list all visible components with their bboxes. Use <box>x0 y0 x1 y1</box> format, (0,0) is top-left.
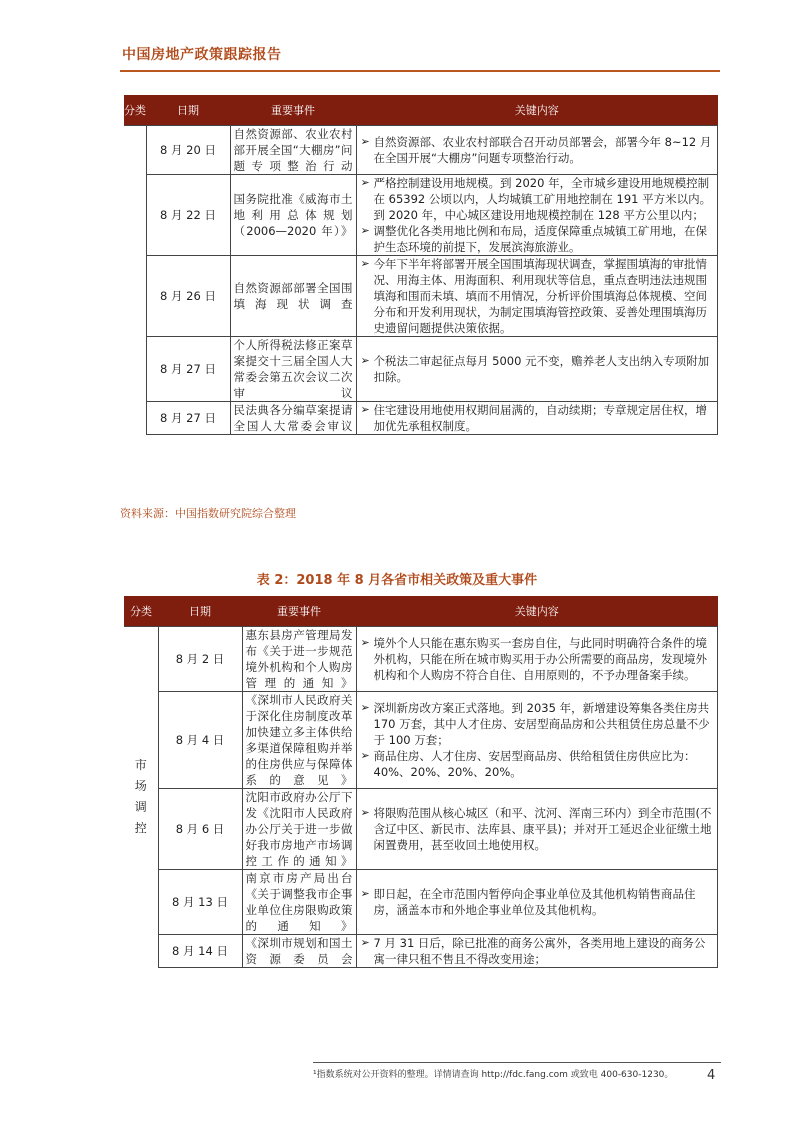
event-cell: 《深圳市规划和国土资源委员会 <box>242 935 356 968</box>
table-row <box>124 692 718 789</box>
bullet-text: 严格控制建设用地规模。到 2020 年，全市城乡建设用地规模控制在 65392 公顷以内，人均城镇工矿用地控制在 191 平方米以内。到 2020 年，中心城区建设用地规模控制在 128 平方公里以内； <box>373 176 712 222</box>
event-cell: 沈阳市政府办公厅下发《沈阳市人民政府办公厅关于进一步做好我市房地产市场调控工作的通知》 <box>242 789 356 870</box>
column-header-event: 重要事件 <box>242 596 356 627</box>
bullet-text: 住宅建设用地使用权期间届满的，自动续期；专章规定居住权，增加优先承租权制度。 <box>373 403 707 433</box>
column-header-category: 分类 <box>124 596 158 627</box>
arrow-bullet-icon: ➢ <box>360 701 370 714</box>
date-cell: 8 月 27 日 <box>146 402 230 435</box>
content-bullet <box>361 700 714 748</box>
table-row <box>124 337 718 402</box>
page-number: 4 <box>707 1068 716 1083</box>
header-divider <box>120 70 720 72</box>
bullet-text: 调整优化各类用地比例和布局，适度保障重点城镇工矿用地，在保护生态环境的前提下，发展滨海旅游业。 <box>373 224 707 254</box>
table-row <box>124 935 718 968</box>
date-cell: 8 月 22 日 <box>146 175 230 256</box>
policy-table-1 <box>124 95 718 435</box>
date-cell: 8 月 2 日 <box>158 627 242 692</box>
content-cell <box>356 627 718 692</box>
content-cell <box>356 402 718 435</box>
arrow-bullet-icon: ➢ <box>360 636 370 649</box>
bullet-text: 境外个人只能在惠东购买一套房自住，与此同时明确符合条件的境外机构，只能在所在城市购买用于办公所需要的商品房，发现境外机构和个人购房不符合自住、自用原则的，不予办理备案手续。 <box>373 636 707 682</box>
content-bullet <box>361 635 714 683</box>
event-cell: 南京市房产局出台《关于调整我市企事业单位住房限购政策的通知》 <box>242 870 356 935</box>
arrow-bullet-icon: ➢ <box>360 749 370 762</box>
table-header-row <box>124 95 718 126</box>
content-cell <box>356 692 718 789</box>
event-cell: 个人所得税法修正案草案提交十三届全国人大常委会第五次会议二次审议 <box>230 337 356 402</box>
content-bullet <box>361 748 714 780</box>
bullet-text: 自然资源部、农业农村部联合召开动员部署会，部署今年 8~12 月在全国开展“大棚房”问题专项整治行动。 <box>373 135 712 165</box>
footnote: ¹指数系统对公开资料的整理。详情请查询 http://fdc.fang.com 或致电 400-630-1230。 <box>313 1070 674 1080</box>
event-cell: 国务院批准《威海市土地利用总体规划（2006—2020 年）》 <box>230 175 356 256</box>
bullet-text: 个税法二审起征点每月 5000 元不变，赡养老人支出纳入专项附加扣除。 <box>373 354 710 384</box>
arrow-bullet-icon: ➢ <box>360 135 370 148</box>
arrow-bullet-icon: ➢ <box>360 887 370 900</box>
content-bullet <box>361 353 714 385</box>
table-2-caption: 表 2：2018 年 8 月各省市相关政策及重大事件 <box>256 573 538 588</box>
arrow-bullet-icon: ➢ <box>360 403 370 416</box>
bullet-text: 将限购范围从核心城区（和平、沈河、浑南三环内）到全市范围(不含辽中区、新民市、法库县、康平县)；并对开工延迟企业征缴土地闲置费用，甚至收回土地使用权。 <box>373 806 712 852</box>
date-cell: 8 月 20 日 <box>146 126 230 175</box>
date-cell: 8 月 6 日 <box>158 789 242 870</box>
category-cell <box>124 126 146 435</box>
column-header-date: 日期 <box>158 596 242 627</box>
table-header-row <box>124 596 718 627</box>
content-cell <box>356 126 718 175</box>
arrow-bullet-icon: ➢ <box>360 806 370 819</box>
content-bullet <box>361 886 714 918</box>
bullet-text: 深圳新房改方案正式落地。到 2035 年，新增建设筹集各类住房共 170 万套，其中人才住房、安居型商品房和公共租赁住房总量不少于 100 万套； <box>373 701 710 747</box>
content-cell <box>356 337 718 402</box>
column-header-category: 分类 <box>124 95 146 126</box>
event-cell: 自然资源部部署全国围填海现状调查 <box>230 256 356 337</box>
content-bullet <box>361 935 714 967</box>
table-row <box>124 175 718 256</box>
content-cell <box>356 870 718 935</box>
source-note: 资料来源：中国指数研究院综合整理 <box>120 507 296 520</box>
arrow-bullet-icon: ➢ <box>360 936 370 949</box>
content-bullet <box>361 134 714 166</box>
footnote-divider <box>313 1062 721 1063</box>
category-cell <box>124 627 158 968</box>
event-cell: 惠东县房产管理局发布《关于进一步规范境外机构和个人购房管理的通知》 <box>242 627 356 692</box>
table-row <box>124 402 718 435</box>
column-header-content: 关键内容 <box>356 95 718 126</box>
report-title: 中国房地产政策跟踪报告 <box>122 47 282 63</box>
bullet-text: 今年下半年将部署开展全国围填海现状调查，掌握围填海的审批情况、用海主体、用海面积、利用现状等信息，重点查明违法违规围填海和围而未填、填而不用情况，分析评价围填海总体规模、空间分布和开发利用现状，为制定围填海管控政策、妥善处理围填海历史遗留问题提供决策依据。 <box>373 257 707 335</box>
arrow-bullet-icon: ➢ <box>360 176 370 189</box>
arrow-bullet-icon: ➢ <box>360 257 370 270</box>
event-cell: 自然资源部、农业农村部开展全国“大棚房”问题专项整治行动 <box>230 126 356 175</box>
content-cell <box>356 175 718 256</box>
event-cell: 民法典各分编草案提请全国人大常委会审议 <box>230 402 356 435</box>
column-header-event: 重要事件 <box>230 95 356 126</box>
date-cell: 8 月 26 日 <box>146 256 230 337</box>
table-row <box>124 789 718 870</box>
column-header-content: 关键内容 <box>356 596 718 627</box>
content-cell <box>356 256 718 337</box>
content-bullet <box>361 256 714 336</box>
event-cell: 《深圳市人民政府关于深化住房制度改革加快建立多主体供给多渠道保障租购并举的住房供应与保障体系的意见》 <box>242 692 356 789</box>
date-cell: 8 月 13 日 <box>158 870 242 935</box>
arrow-bullet-icon: ➢ <box>360 354 370 367</box>
bullet-text: 即日起，在全市范围内暂停向企事业单位及其他机构销售商品住房，涵盖本市和外地企事业单位及其他机构。 <box>373 887 696 917</box>
date-cell: 8 月 4 日 <box>158 692 242 789</box>
arrow-bullet-icon: ➢ <box>360 224 370 237</box>
date-cell: 8 月 14 日 <box>158 935 242 968</box>
content-bullet <box>361 402 714 434</box>
bullet-text: 7 月 31 日后，除已批准的商务公寓外，各类用地上建设的商务公寓一律只租不售且不得改变用途； <box>373 936 706 966</box>
table-row <box>124 256 718 337</box>
content-bullet <box>361 175 714 223</box>
category-label: 市场调控 <box>134 758 147 836</box>
table-row <box>124 627 718 692</box>
content-cell <box>356 789 718 870</box>
column-header-date: 日期 <box>146 95 230 126</box>
table-row <box>124 870 718 935</box>
date-cell: 8 月 27 日 <box>146 337 230 402</box>
content-bullet <box>361 805 714 853</box>
content-bullet <box>361 223 714 255</box>
table-row <box>124 126 718 175</box>
content-cell <box>356 935 718 968</box>
bullet-text: 商品住房、人才住房、安居型商品房、供给租赁住房供应比为：40%、20%、20%、20%。 <box>373 749 696 779</box>
policy-table-2 <box>124 596 718 968</box>
